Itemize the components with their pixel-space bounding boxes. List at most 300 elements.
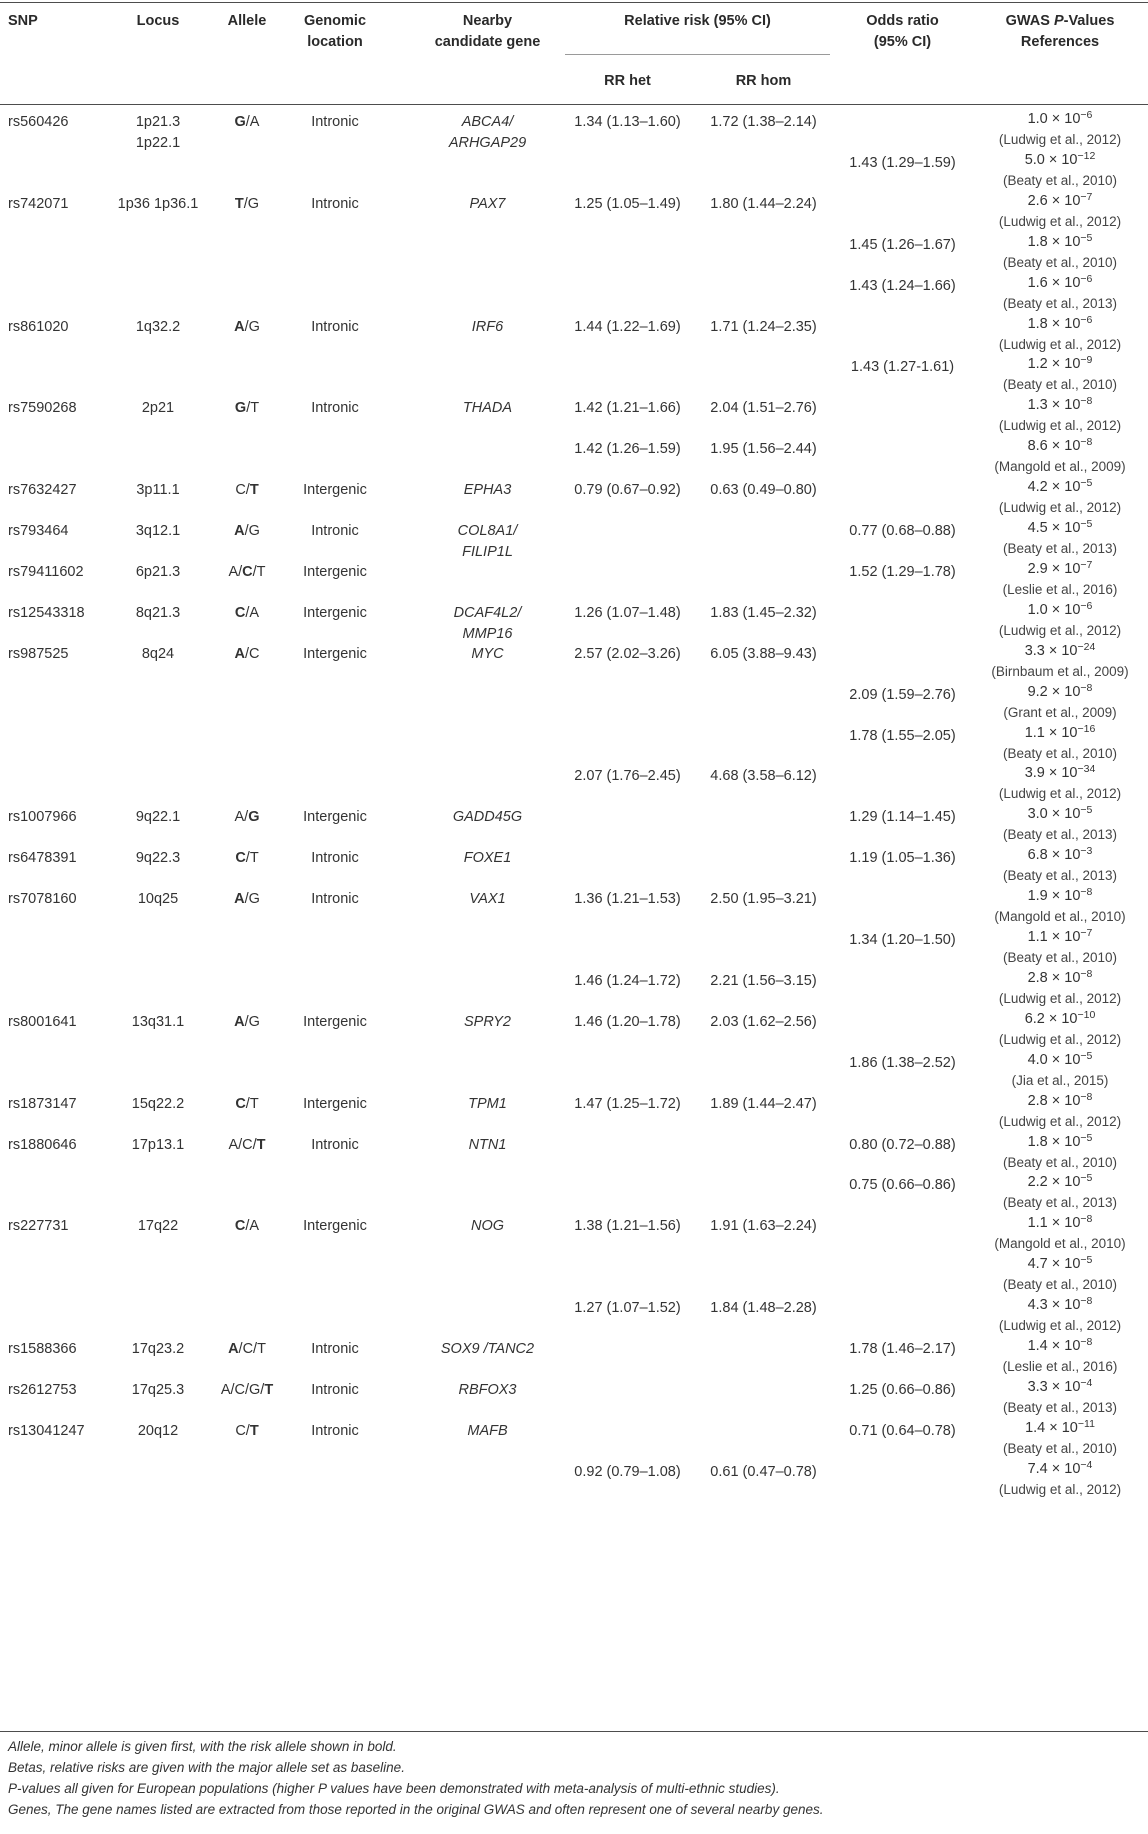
reference-citation: (Ludwig et al., 2012) [998, 623, 1122, 638]
snp-id: rs861020 [8, 319, 69, 335]
gwas-pvalue [975, 559, 1145, 599]
risk-allele: T [249, 1423, 259, 1439]
p-value: $2.6 \times 10^{-7}$ [1027, 191, 1093, 209]
risk-allele: C [242, 564, 253, 580]
rr-hom: 1.72 (1.38–2.14) [710, 114, 817, 130]
genomic-location: Intergenic [303, 564, 367, 580]
snp-id: rs742071 [8, 196, 69, 212]
rr-hom: 1.71 (1.24–2.35) [710, 319, 817, 335]
locus: 3p11.1 [136, 482, 180, 498]
reference-citation: (Beaty et al., 2010) [1002, 1277, 1118, 1292]
locus: 17p13.1 [131, 1137, 185, 1153]
reference-citation: (Jia et al., 2015) [1011, 1073, 1109, 1088]
risk-allele: T [249, 482, 259, 498]
candidate-gene: GADD45G [452, 809, 523, 825]
reference-citation: (Beaty et al., 2010) [1002, 1155, 1118, 1170]
rr-het: 1.36 (1.21–1.53) [574, 891, 681, 907]
rr-hom: 0.61 (0.47–0.78) [710, 1464, 817, 1480]
reference-citation: (Ludwig et al., 2012) [998, 786, 1122, 801]
reference-citation: (Beaty et al., 2010) [1002, 1441, 1118, 1456]
genomic-location: Intronic [311, 400, 359, 416]
candidate-gene: EPHA3 [463, 482, 512, 498]
genomic-location: Intergenic [303, 646, 367, 662]
odds-ratio: 1.19 (1.05–1.36) [849, 850, 956, 866]
odds-ratio: 1.25 (0.66–0.86) [849, 1382, 956, 1398]
risk-allele: C [235, 850, 246, 866]
candidate-gene: RBFOX3 [458, 1382, 517, 1398]
p-value: $2.8 \times 10^{-8}$ [1027, 1091, 1093, 1109]
reference-citation: (Beaty et al., 2013) [1002, 541, 1118, 556]
rr-het: 1.46 (1.20–1.78) [574, 1014, 681, 1030]
genomic-location: Intergenic [303, 1014, 367, 1030]
odds-ratio: 1.78 (1.55–2.05) [849, 728, 956, 744]
genomic-location: Intergenic [303, 1218, 367, 1234]
p-value: $4.7 \times 10^{-5}$ [1027, 1254, 1093, 1272]
allele [210, 1380, 284, 1401]
genomic-location: Intronic [311, 891, 359, 907]
locus: 9q22.1 [135, 809, 181, 825]
candidate-gene: SOX9 /TANC2 [440, 1341, 535, 1357]
gwas-pvalue [975, 477, 1145, 517]
reference-citation: (Beaty et al., 2013) [1002, 1400, 1118, 1415]
rr-hom: 1.89 (1.44–2.47) [710, 1096, 817, 1112]
p-value: $1.4 \times 10^{-11}$ [1025, 1418, 1095, 1436]
locus: 17q25.3 [131, 1382, 185, 1398]
gwas-pvalue [975, 109, 1145, 149]
rr-het: 0.92 (0.79–1.08) [574, 1464, 681, 1480]
p-value: $9.2 \times 10^{-8}$ [1027, 682, 1093, 700]
genomic-location: Intronic [311, 196, 359, 212]
header-relative-risk: Relative risk (95% CI) [624, 13, 771, 29]
reference-citation: (Ludwig et al., 2012) [998, 337, 1122, 352]
genomic-location: Intergenic [303, 482, 367, 498]
snp-id: rs12543318 [8, 605, 85, 621]
snp-id: rs13041247 [8, 1423, 85, 1439]
locus: 3q12.1 [135, 523, 181, 539]
reference-citation: (Beaty et al., 2010) [1002, 950, 1118, 965]
footnote: Allele, minor allele is given first, with the risk allele shown in bold. [8, 1739, 397, 1754]
gwas-pvalue [975, 354, 1145, 394]
rr-het: 1.42 (1.26–1.59) [574, 441, 681, 457]
rr-hom: 1.91 (1.63–2.24) [710, 1218, 817, 1234]
gwas-pvalue [975, 1009, 1145, 1049]
gwas-pvalue [975, 723, 1145, 763]
p-value: $4.2 \times 10^{-5}$ [1027, 477, 1093, 495]
p-value: $1.8 \times 10^{-5}$ [1027, 1132, 1093, 1150]
gwas-pvalue [975, 927, 1145, 967]
reference-citation: (Ludwig et al., 2012) [998, 1482, 1122, 1497]
rr-hom: 2.03 (1.62–2.56) [710, 1014, 817, 1030]
candidate-gene: MAFB [467, 1423, 508, 1439]
snp-id: rs8001641 [8, 1014, 77, 1030]
locus: 10q25 [137, 891, 179, 907]
allele [210, 1339, 284, 1360]
reference-citation: (Grant et al., 2009) [1003, 705, 1117, 720]
locus: 1p36 1p36.1 [117, 196, 199, 212]
allele-part: /C/T [238, 1341, 266, 1357]
reference-citation: (Beaty et al., 2010) [1002, 173, 1118, 188]
rr-hom: 1.95 (1.56–2.44) [710, 441, 817, 457]
rr-hom: 2.04 (1.51–2.76) [710, 400, 817, 416]
allele-part: /G [244, 319, 260, 335]
candidate-gene: IRF6 [471, 319, 504, 335]
risk-allele: T [264, 1382, 274, 1398]
footnote: P-values all given for European populations (higher P values have been demonstrated with meta-analysis of multi-ethnic studies). [8, 1781, 780, 1796]
p-value: $1.6 \times 10^{-6}$ [1027, 273, 1093, 291]
risk-allele: C [234, 605, 246, 621]
rr-het: 1.44 (1.22–1.69) [574, 319, 681, 335]
header-snp: SNP [8, 13, 38, 29]
header-rr-hom: RR hom [735, 73, 792, 89]
allele [210, 1012, 284, 1033]
snp-id: rs7078160 [8, 891, 77, 907]
reference-citation: (Ludwig et al., 2012) [998, 1318, 1122, 1333]
gwas-pvalue [975, 804, 1145, 844]
header-genomic-location: Genomic location [303, 13, 367, 50]
rr-hom: 4.68 (3.58–6.12) [710, 768, 817, 784]
rr-hom: 1.83 (1.45–2.32) [710, 605, 817, 621]
gwas-pvalue [975, 1418, 1145, 1458]
reference-citation: (Beaty et al., 2010) [1002, 255, 1118, 270]
reference-citation: (Ludwig et al., 2012) [998, 1114, 1122, 1129]
gwas-pvalue [975, 886, 1145, 926]
rr-het: 0.79 (0.67–0.92) [574, 482, 681, 498]
odds-ratio: 0.80 (0.72–0.88) [849, 1137, 956, 1153]
risk-allele: C [235, 1096, 246, 1112]
allele-part: /A [245, 605, 260, 621]
rr-het: 1.26 (1.07–1.48) [574, 605, 681, 621]
allele [210, 562, 284, 583]
odds-ratio: 1.45 (1.26–1.67) [849, 237, 956, 253]
reference-citation: (Mangold et al., 2010) [994, 909, 1126, 924]
p-value: $2.8 \times 10^{-8}$ [1027, 968, 1093, 986]
p-value: $2.9 \times 10^{-7}$ [1027, 559, 1093, 577]
rr-hom: 2.21 (1.56–3.15) [710, 973, 817, 989]
p-value: $1.3 \times 10^{-8}$ [1027, 395, 1093, 413]
rr-het: 1.46 (1.24–1.72) [574, 973, 681, 989]
snp-id: rs79411602 [8, 564, 84, 580]
risk-allele: G [234, 114, 246, 130]
p-value: $6.8 \times 10^{-3}$ [1027, 845, 1093, 863]
snp-id: rs1880646 [8, 1137, 77, 1153]
gwas-pvalue [975, 845, 1145, 885]
allele [210, 1216, 284, 1237]
header-allele: Allele [227, 13, 267, 29]
risk-allele: T [234, 196, 244, 212]
candidate-gene: MYC [471, 646, 504, 662]
p-value: $1.4 \times 10^{-8}$ [1027, 1336, 1093, 1354]
snp-id: rs227731 [8, 1218, 69, 1234]
rr-hom: 0.63 (0.49–0.80) [710, 482, 817, 498]
genomic-location: Intronic [311, 1137, 359, 1153]
rr-hom: 6.05 (3.88–9.43) [710, 646, 817, 662]
gwas-pvalue [975, 1254, 1145, 1294]
reference-citation: (Ludwig et al., 2012) [998, 418, 1122, 433]
rr-het: 1.42 (1.21–1.66) [574, 400, 681, 416]
locus: 17q22 [137, 1218, 179, 1234]
risk-allele: A [234, 523, 245, 539]
genomic-location: Intergenic [303, 809, 367, 825]
allele-part: /T [245, 1096, 259, 1112]
table-bottom-rule [0, 1731, 1148, 1732]
risk-allele: C [234, 1218, 246, 1234]
allele-part: /A [245, 1218, 260, 1234]
gwas-pvalue [975, 641, 1145, 681]
candidate-gene: THADA [462, 400, 513, 416]
genomic-location: Intronic [311, 1423, 359, 1439]
header-nearby-gene: Nearby candidate gene [434, 13, 541, 50]
odds-ratio: 1.34 (1.20–1.50) [849, 932, 956, 948]
gwas-pvalue [975, 395, 1145, 435]
odds-ratio: 0.71 (0.64–0.78) [849, 1423, 956, 1439]
locus: 20q12 [137, 1423, 179, 1439]
candidate-gene: NOG [470, 1218, 505, 1234]
p-value: $4.5 \times 10^{-5}$ [1027, 518, 1093, 536]
genomic-location: Intronic [311, 1341, 359, 1357]
risk-allele: A [234, 1014, 245, 1030]
reference-citation: (Beaty et al., 2010) [1002, 377, 1118, 392]
gwas-pvalue [975, 763, 1145, 803]
allele-part: /G [244, 1014, 260, 1030]
rr-het: 1.34 (1.13–1.60) [574, 114, 681, 130]
candidate-gene: ABCA4/ ARHGAP29 [448, 114, 527, 151]
p-value: $4.3 \times 10^{-8}$ [1027, 1295, 1093, 1313]
reference-citation: (Beaty et al., 2013) [1002, 827, 1118, 842]
allele [210, 398, 284, 419]
rr-het: 1.38 (1.21–1.56) [574, 1218, 681, 1234]
allele [210, 848, 284, 869]
p-value: $1.8 \times 10^{-5}$ [1027, 232, 1093, 250]
allele [210, 521, 284, 542]
allele-part: /G [244, 523, 260, 539]
snp-id: rs987525 [8, 646, 69, 662]
header-gwas: GWAS P-Values References [1005, 13, 1115, 50]
p-value: $3.0 \times 10^{-5}$ [1027, 804, 1093, 822]
odds-ratio: 0.77 (0.68–0.88) [849, 523, 956, 539]
header-rr-het: RR het [604, 73, 651, 89]
risk-allele: G [234, 400, 247, 416]
genomic-location: Intronic [311, 114, 359, 130]
locus: 8q24 [141, 646, 175, 662]
odds-ratio: 0.75 (0.66–0.86) [849, 1177, 956, 1193]
genomic-location: Intronic [311, 319, 359, 335]
allele-part: A/ [234, 809, 249, 825]
allele-part: A/C/G/ [220, 1382, 265, 1398]
p-value: $1.0 \times 10^{-6}$ [1027, 600, 1093, 618]
locus: 15q22.2 [131, 1096, 185, 1112]
snp-id: rs1007966 [8, 809, 77, 825]
p-value: $8.6 \times 10^{-8}$ [1027, 436, 1093, 454]
reference-citation: (Beaty et al., 2010) [1002, 746, 1118, 761]
risk-allele: A [234, 891, 245, 907]
locus: 1p21.3 1p22.1 [135, 114, 181, 151]
reference-citation: (Birnbaum et al., 2009) [991, 664, 1129, 679]
p-value: $1.8 \times 10^{-6}$ [1027, 314, 1093, 332]
header-bottom-rule [0, 104, 1148, 105]
candidate-gene: DCAF4L2/ MMP16 [453, 605, 522, 642]
gwas-pvalue [975, 682, 1145, 722]
rr-het: 1.27 (1.07–1.52) [574, 1300, 681, 1316]
reference-citation: (Ludwig et al., 2012) [998, 132, 1122, 147]
rr-het: 2.07 (1.76–2.45) [574, 768, 681, 784]
gwas-pvalue [975, 314, 1145, 354]
candidate-gene: COL8A1/ FILIP1L [457, 523, 518, 560]
snp-id: rs7632427 [8, 482, 77, 498]
allele-part: A/ [228, 564, 243, 580]
header-locus: Locus [136, 13, 180, 29]
reference-citation: (Beaty et al., 2013) [1002, 868, 1118, 883]
gwas-pvalue [975, 600, 1145, 640]
genomic-location: Intronic [311, 1382, 359, 1398]
reference-citation: (Mangold et al., 2009) [994, 459, 1126, 474]
gwas-pvalue [975, 232, 1145, 272]
reference-citation: (Beaty et al., 2013) [1002, 296, 1118, 311]
gwas-pvalue [975, 1295, 1145, 1335]
rr-het: 1.25 (1.05–1.49) [574, 196, 681, 212]
gwas-pvalue [975, 273, 1145, 313]
risk-allele: A [234, 319, 245, 335]
risk-allele: T [256, 1137, 266, 1153]
allele-part: /G [244, 891, 260, 907]
allele-part: /C [244, 646, 260, 662]
allele [210, 807, 284, 828]
snp-id: rs793464 [8, 523, 69, 539]
p-value: $5.0 \times 10^{-12}$ [1024, 150, 1096, 168]
locus: 13q31.1 [131, 1014, 185, 1030]
p-value: $1.1 \times 10^{-7}$ [1027, 927, 1093, 945]
rr-hom: 2.50 (1.95–3.21) [710, 891, 817, 907]
allele-part: /T [252, 564, 266, 580]
rr-het: 1.47 (1.25–1.72) [574, 1096, 681, 1112]
rr-het: 2.57 (2.02–3.26) [574, 646, 681, 662]
gwas-pvalue [975, 191, 1145, 231]
odds-ratio: 2.09 (1.59–2.76) [849, 687, 956, 703]
gwas-pvalue [975, 968, 1145, 1008]
table-top-rule [0, 2, 1148, 3]
locus: 6p21.3 [135, 564, 181, 580]
locus: 2p21 [141, 400, 175, 416]
candidate-gene: PAX7 [469, 196, 506, 212]
odds-ratio: 1.86 (1.38–2.52) [849, 1055, 956, 1071]
p-value: $1.2 \times 10^{-9}$ [1027, 354, 1093, 372]
header-odds-ratio: Odds ratio (95% CI) [866, 13, 939, 50]
rr-hom: 1.84 (1.48–2.28) [710, 1300, 817, 1316]
allele-part: /T [245, 850, 259, 866]
p-value: $6.2 \times 10^{-10}$ [1024, 1009, 1096, 1027]
reference-citation: (Leslie et al., 2016) [1002, 1359, 1118, 1374]
snp-id: rs560426 [8, 114, 69, 130]
locus: 17q23.2 [131, 1341, 185, 1357]
gwas-pvalue [975, 150, 1145, 190]
allele [210, 194, 284, 215]
genomic-location: Intergenic [303, 1096, 367, 1112]
gwas-pvalue [975, 1132, 1145, 1172]
allele [210, 644, 284, 665]
reference-citation: (Leslie et al., 2016) [1002, 582, 1118, 597]
p-value: $3.3 \times 10^{-24}$ [1024, 641, 1096, 659]
allele-part: C/ [235, 1423, 250, 1439]
odds-ratio: 1.43 (1.24–1.66) [849, 278, 956, 294]
snp-id: rs1873147 [8, 1096, 77, 1112]
gwas-pvalue [975, 436, 1145, 476]
p-value: $1.1 \times 10^{-8}$ [1027, 1213, 1093, 1231]
p-value: $3.9 \times 10^{-34}$ [1024, 763, 1096, 781]
p-value: $3.3 \times 10^{-4}$ [1027, 1377, 1093, 1395]
locus: 8q21.3 [135, 605, 181, 621]
risk-allele: A [234, 646, 245, 662]
snp-id: rs6478391 [8, 850, 77, 866]
footnote: Betas, relative risks are given with the major allele set as baseline. [8, 1760, 405, 1775]
allele [210, 603, 284, 624]
gwas-pvalue [975, 1091, 1145, 1131]
header-relative-risk-rule [565, 54, 830, 55]
reference-citation: (Mangold et al., 2010) [994, 1236, 1126, 1251]
allele [210, 317, 284, 338]
allele-part: /G [243, 196, 260, 212]
risk-allele: A [228, 1341, 239, 1357]
odds-ratio: 1.43 (1.29–1.59) [849, 155, 956, 171]
rr-hom: 1.80 (1.44–2.24) [710, 196, 817, 212]
p-value: $2.2 \times 10^{-5}$ [1027, 1172, 1093, 1190]
genomic-location: Intergenic [303, 605, 367, 621]
reference-citation: (Ludwig et al., 2012) [998, 214, 1122, 229]
gwas-pvalue [975, 1336, 1145, 1376]
odds-ratio: 1.29 (1.14–1.45) [849, 809, 956, 825]
allele-part: C/ [235, 482, 250, 498]
allele [210, 1135, 284, 1156]
gwas-pvalue [975, 1213, 1145, 1253]
gwas-pvalue [975, 1459, 1145, 1499]
reference-citation: (Beaty et al., 2013) [1002, 1195, 1118, 1210]
candidate-gene: FOXE1 [463, 850, 512, 866]
allele [210, 112, 284, 133]
genomic-location: Intronic [311, 523, 359, 539]
allele-part: /T [246, 400, 260, 416]
reference-citation: (Ludwig et al., 2012) [998, 991, 1122, 1006]
p-value: $1.1 \times 10^{-16}$ [1024, 723, 1096, 741]
reference-citation: (Ludwig et al., 2012) [998, 1032, 1122, 1047]
locus: 9q22.3 [135, 850, 181, 866]
candidate-gene: NTN1 [468, 1137, 507, 1153]
p-value: $1.0 \times 10^{-6}$ [1027, 109, 1093, 127]
snp-id: rs7590268 [8, 400, 77, 416]
gwas-pvalue [975, 518, 1145, 558]
odds-ratio: 1.78 (1.46–2.17) [849, 1341, 956, 1357]
gwas-pvalue [975, 1172, 1145, 1212]
p-value: $1.9 \times 10^{-8}$ [1027, 886, 1093, 904]
gwas-pvalue [975, 1050, 1145, 1090]
snp-id: rs1588366 [8, 1341, 77, 1357]
candidate-gene: VAX1 [469, 891, 506, 907]
allele-part: /A [245, 114, 260, 130]
snp-id: rs2612753 [8, 1382, 77, 1398]
locus: 1q32.2 [135, 319, 181, 335]
allele [210, 1421, 284, 1442]
genomic-location: Intronic [311, 850, 359, 866]
p-value: $4.0 \times 10^{-5}$ [1027, 1050, 1093, 1068]
odds-ratio: 1.52 (1.29–1.78) [849, 564, 956, 580]
allele [210, 1094, 284, 1115]
odds-ratio: 1.43 (1.27-1.61) [850, 359, 955, 375]
reference-citation: (Ludwig et al., 2012) [998, 500, 1122, 515]
candidate-gene: SPRY2 [463, 1014, 511, 1030]
candidate-gene: TPM1 [468, 1096, 507, 1112]
gwas-pvalue [975, 1377, 1145, 1417]
allele [210, 889, 284, 910]
risk-allele: G [248, 809, 260, 825]
allele-part: A/C/ [228, 1137, 257, 1153]
footnote: Genes, The gene names listed are extracted from those reported in the original GWAS and often represent one of several nearby genes. [8, 1802, 824, 1817]
